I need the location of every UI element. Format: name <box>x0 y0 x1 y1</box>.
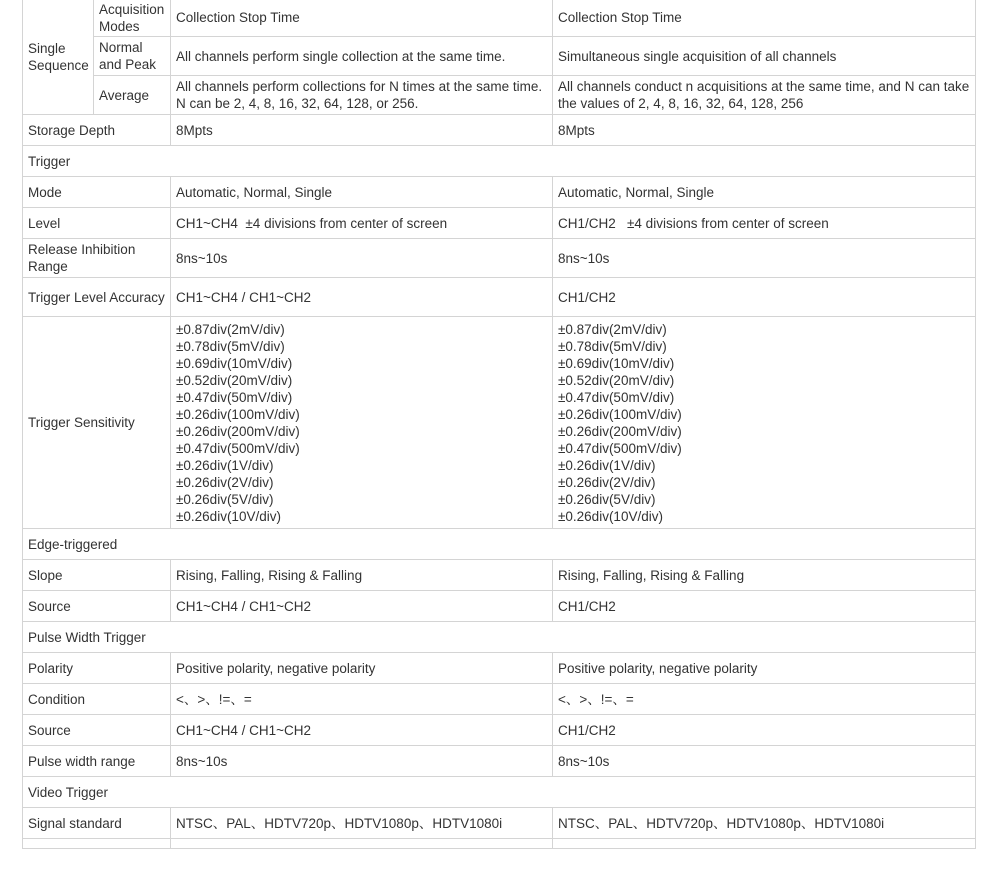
trigger-level-accuracy-col2: CH1/CH2 <box>553 278 976 317</box>
signal-standard-label: Signal standard <box>23 808 171 839</box>
cut-off-cell <box>23 839 171 849</box>
row-pulse-header <box>23 622 976 653</box>
trigger-section-header: Trigger <box>23 146 976 177</box>
cut-off-cell <box>553 839 976 849</box>
trigger-level-accuracy-label: Trigger Level Accuracy <box>23 278 171 317</box>
signal-standard-col2: NTSC、PAL、HDTV720p、HDTV1080p、HDTV1080i <box>553 808 976 839</box>
slope-col1: Rising, Falling, Rising & Falling <box>171 560 553 591</box>
pulse-width-trigger-section-header: Pulse Width Trigger <box>23 622 976 653</box>
polarity-col2: Positive polarity, negative polarity <box>553 653 976 684</box>
slope-col2: Rising, Falling, Rising & Falling <box>553 560 976 591</box>
row-normal-peak <box>23 37 976 76</box>
mode-col2: Automatic, Normal, Single <box>553 177 976 208</box>
sensitivity-line: ±0.26div(2V/div) <box>176 474 274 490</box>
level-label: Level <box>23 208 171 239</box>
sensitivity-line: ±0.78div(5mV/div) <box>176 338 285 354</box>
sensitivity-line: ±0.26div(2V/div) <box>558 474 656 490</box>
level-col2: CH1/CH2 ±4 divisions from center of screen <box>553 208 976 239</box>
row-pulse-source <box>23 715 976 746</box>
signal-standard-col1: NTSC、PAL、HDTV720p、HDTV1080p、HDTV1080i <box>171 808 553 839</box>
sensitivity-line: ±0.87div(2mV/div) <box>558 321 667 337</box>
edge-source-col2: CH1/CH2 <box>553 591 976 622</box>
release-inhibition-label: Release Inhibition Range <box>23 239 171 278</box>
sensitivity-line: ±0.26div(10V/div) <box>176 508 281 524</box>
sensitivity-line: ±0.26div(200mV/div) <box>176 423 300 439</box>
mode-label: Mode <box>23 177 171 208</box>
sensitivity-line: ±0.69div(10mV/div) <box>558 355 675 371</box>
sensitivity-line: ±0.47div(500mV/div) <box>558 440 682 456</box>
row-signal-standard <box>23 808 976 839</box>
polarity-col1: Positive polarity, negative polarity <box>171 653 553 684</box>
normal-peak-label: Normal and Peak <box>94 37 171 76</box>
storage-depth-col1: 8Mpts <box>171 115 553 146</box>
sensitivity-line: ±0.87div(2mV/div) <box>176 321 285 337</box>
pulse-width-range-col1: 8ns~10s <box>171 746 553 777</box>
mode-col1: Automatic, Normal, Single <box>171 177 553 208</box>
edge-source-label: Source <box>23 591 171 622</box>
sensitivity-line: ±0.47div(50mV/div) <box>176 389 293 405</box>
row-average <box>23 76 976 115</box>
sensitivity-line: ±0.26div(1V/div) <box>558 457 656 473</box>
slope-label: Slope <box>23 560 171 591</box>
sensitivity-line: ±0.47div(500mV/div) <box>176 440 300 456</box>
pulse-width-range-label: Pulse width range <box>23 746 171 777</box>
average-col1: All channels perform collections for N times at the same time. N can be 2, 4, 8, 16, 32, 64, 128, or 256. <box>171 76 553 115</box>
sensitivity-line: ±0.26div(200mV/div) <box>558 423 682 439</box>
storage-depth-label: Storage Depth <box>23 115 171 146</box>
sensitivity-line: ±0.26div(100mV/div) <box>176 406 300 422</box>
row-trigger-header <box>23 146 976 177</box>
row-pulse-width-range <box>23 746 976 777</box>
row-edge-header <box>23 529 976 560</box>
acquisition-modes-col1: Collection Stop Time <box>171 0 553 37</box>
row-storage-depth <box>23 115 976 146</box>
edge-triggered-section-header: Edge-triggered <box>23 529 976 560</box>
sensitivity-line: ±0.52div(20mV/div) <box>558 372 675 388</box>
acquisition-modes-col2: Collection Stop Time <box>553 0 976 37</box>
average-col2: All channels conduct n acquisitions at the same time, and N can take the values of 2, 4, 8, 16, 32, 64, 128, 256 <box>553 76 976 115</box>
acquisition-modes-label: Acquisition Modes <box>94 0 171 37</box>
sensitivity-line: ±0.26div(100mV/div) <box>558 406 682 422</box>
sensitivity-line: ±0.52div(20mV/div) <box>176 372 293 388</box>
condition-col2: <、>、!=、= <box>553 684 976 715</box>
pulse-width-range-col2: 8ns~10s <box>553 746 976 777</box>
normal-peak-col2: Simultaneous single acquisition of all channels <box>553 37 976 76</box>
sensitivity-line: ±0.26div(5V/div) <box>558 491 656 507</box>
condition-col1: <、>、!=、= <box>171 684 553 715</box>
release-inhibition-col2: 8ns~10s <box>553 239 976 278</box>
pulse-source-col1: CH1~CH4 / CH1~CH2 <box>171 715 553 746</box>
trigger-level-accuracy-col1: CH1~CH4 / CH1~CH2 <box>171 278 553 317</box>
row-release-inhibition <box>23 239 976 278</box>
sensitivity-line: ±0.26div(1V/div) <box>176 457 274 473</box>
normal-peak-col1: All channels perform single collection at the same time. <box>171 37 553 76</box>
row-acquisition-modes <box>23 0 976 37</box>
storage-depth-col2: 8Mpts <box>553 115 976 146</box>
average-label: Average <box>94 76 171 115</box>
sensitivity-line: ±0.26div(10V/div) <box>558 508 663 524</box>
edge-source-col1: CH1~CH4 / CH1~CH2 <box>171 591 553 622</box>
single-sequence-label: Single Sequence <box>23 0 94 115</box>
row-edge-source <box>23 591 976 622</box>
trigger-sensitivity-col1 <box>171 317 553 529</box>
row-condition <box>23 684 976 715</box>
row-level <box>23 208 976 239</box>
row-trigger-sensitivity <box>23 317 976 529</box>
row-trigger-level-accuracy <box>23 278 976 317</box>
row-cut-off <box>23 839 976 849</box>
row-video-header <box>23 777 976 808</box>
row-mode <box>23 177 976 208</box>
row-polarity <box>23 653 976 684</box>
condition-label: Condition <box>23 684 171 715</box>
sensitivity-line: ±0.78div(5mV/div) <box>558 338 667 354</box>
spec-table <box>22 0 976 849</box>
polarity-label: Polarity <box>23 653 171 684</box>
cut-off-cell <box>171 839 553 849</box>
row-slope <box>23 560 976 591</box>
video-trigger-section-header: Video Trigger <box>23 777 976 808</box>
pulse-source-label: Source <box>23 715 171 746</box>
sensitivity-line: ±0.47div(50mV/div) <box>558 389 675 405</box>
level-col1: CH1~CH4 ±4 divisions from center of screen <box>171 208 553 239</box>
trigger-sensitivity-label: Trigger Sensitivity <box>23 317 171 529</box>
pulse-source-col2: CH1/CH2 <box>553 715 976 746</box>
sensitivity-line: ±0.69div(10mV/div) <box>176 355 293 371</box>
release-inhibition-col1: 8ns~10s <box>171 239 553 278</box>
trigger-sensitivity-col2 <box>553 317 976 529</box>
sensitivity-line: ±0.26div(5V/div) <box>176 491 274 507</box>
